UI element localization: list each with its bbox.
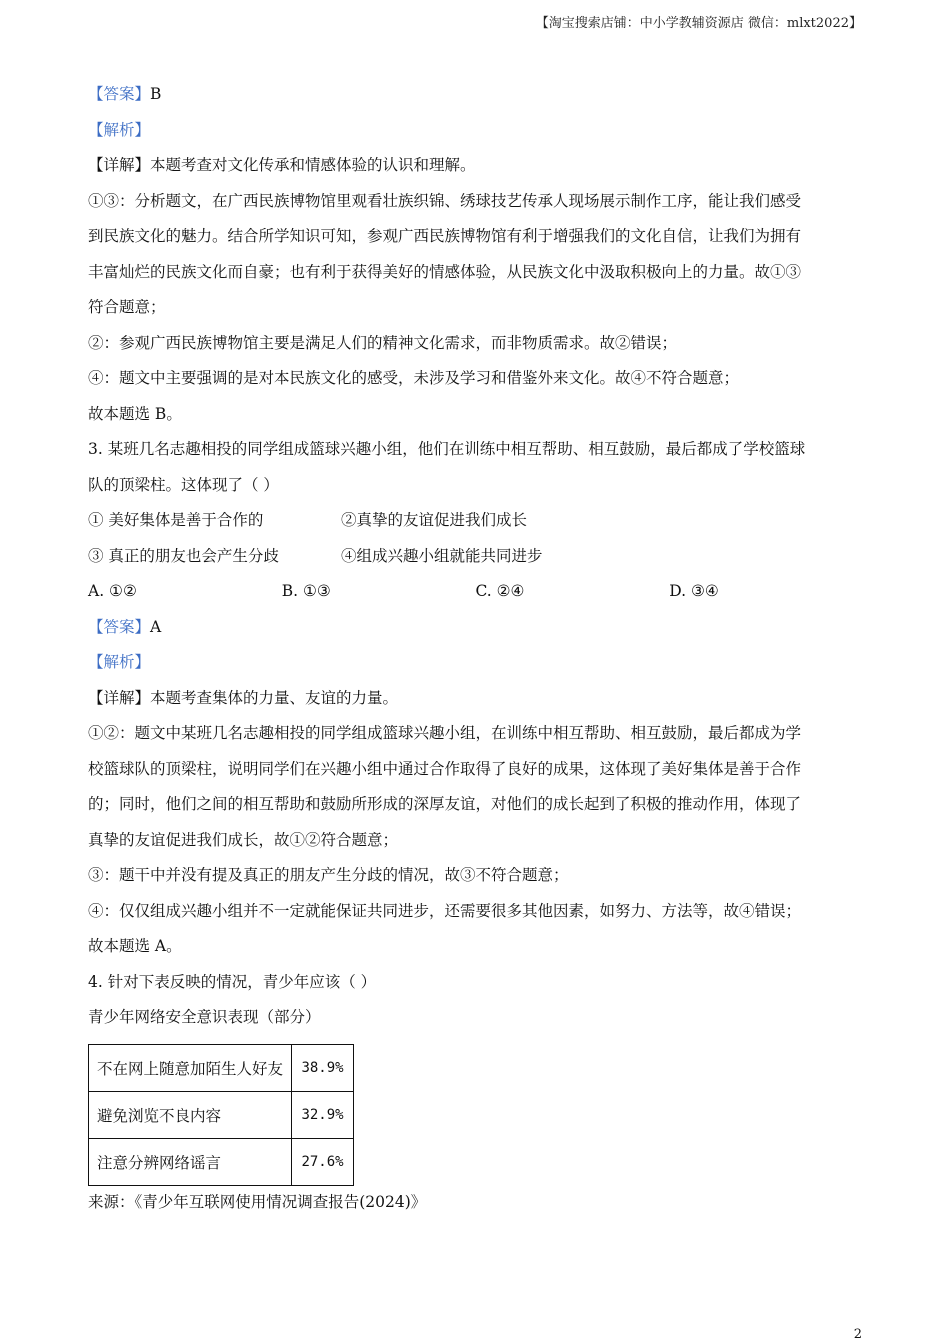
q2-analysis-line: 符合题意； (88, 298, 166, 316)
q3-analysis-line: ③：题干中并没有提及真正的朋友产生分歧的情况，故③不符合题意； (88, 866, 569, 884)
q3-option-d: D. ③④ (669, 582, 719, 600)
q3-answer-value: A (150, 617, 162, 636)
q3-statement: ① 美好集体是善于合作的 (88, 511, 264, 529)
survey-table (88, 1044, 354, 1186)
survey-table-title: 青少年网络安全意识表现（部分） (88, 1008, 321, 1026)
q3-stem: 队的顶梁柱。这体现了（ ） (88, 475, 279, 494)
q3-statement: ②真挚的友谊促进我们成长 (341, 511, 528, 529)
document-body (88, 77, 863, 1216)
q2-analysis-line: 丰富灿烂的民族文化而自豪；也有利于获得美好的情感体验，从民族文化中汲取积极向上的力量。故①③ (88, 262, 802, 281)
answer-tag: 【答案】 (88, 617, 151, 636)
q3-option-b: B. ①③ (281, 582, 331, 600)
q3-option-c: C. ②④ (475, 582, 525, 600)
page-number: 2 (853, 1327, 862, 1342)
table-row (89, 1138, 354, 1185)
q3-analysis-line: 真挚的友谊促进我们成长，故①②符合题意； (88, 830, 399, 849)
q2-analysis-line: 故本题选 B。 (88, 404, 182, 423)
table-source: 来源：《青少年互联网使用情况调查报告(2024)》 (88, 1192, 427, 1211)
q3-answer (88, 610, 863, 646)
q2-analysis-line: ①③：分析题文，在广西民族博物馆里观看壮族织锦、绣球技艺传承人现场展示制作工序，能让我们感受 (88, 191, 802, 210)
q2-analysis-line: 【详解】本题考查对文化传承和情感体验的认识和理解。 (88, 156, 476, 174)
q3-analysis-line: 的；同时，他们之间的相互帮助和鼓励所形成的深厚友谊，对他们的成长起到了积极的推动作用，体现了 (88, 795, 802, 813)
table-cell-value: 38.9% (292, 1044, 354, 1091)
page-header: 【淘宝搜索店铺：中小学教辅资源店 微信：mlxt2022】 (535, 16, 862, 31)
q3-statements-row (88, 503, 863, 539)
q3-analysis-tag: 【解析】 (88, 653, 151, 671)
q3-statements-row (88, 539, 863, 575)
q4-stem: 4. 针对下表反映的情况，青少年应该（ ） (88, 972, 377, 991)
q3-analysis-line: 故本题选 A。 (88, 937, 182, 955)
table-cell-value: 32.9% (292, 1091, 354, 1138)
table-cell-label: 避免浏览不良内容 (89, 1091, 292, 1138)
q2-answer (88, 77, 863, 113)
q3-analysis-line: ④：仅仅组成兴趣小组并不一定就能保证共同进步，还需要很多其他因素，如努力、方法等，故④错误； (88, 901, 802, 920)
q3-analysis-line: ①②：题文中某班几名志趣相投的同学组成篮球兴趣小组，在训练中相互帮助、相互鼓励，最后都成为学 (88, 724, 802, 742)
table-cell-value: 27.6% (292, 1138, 354, 1185)
q3-options (88, 574, 863, 610)
table-row (89, 1044, 354, 1091)
table-cell-label: 不在网上随意加陌生人好友 (89, 1044, 292, 1091)
q2-analysis-line: ②：参观广西民族博物馆主要是满足人们的精神文化需求，而非物质需求。故②错误； (88, 333, 678, 352)
table-cell-label: 注意分辨网络谣言 (89, 1138, 292, 1185)
q2-analysis-line: ④：题文中主要强调的是对本民族文化的感受，未涉及学习和借鉴外来文化。故④不符合题意； (88, 369, 740, 387)
q3-stem: 3. 某班几名志趣相投的同学组成篮球兴趣小组，他们在训练中相互帮助、相互鼓励，最后都成了学校篮球 (88, 440, 806, 458)
q3-analysis-line: 【详解】本题考查集体的力量、友谊的力量。 (88, 688, 399, 707)
q3-statement: ③ 真正的朋友也会产生分歧 (88, 546, 279, 565)
q3-statement: ④组成兴趣小组就能共同进步 (341, 546, 543, 565)
q3-option-a: A. ①② (88, 582, 137, 600)
q2-answer-value: B (150, 85, 162, 103)
q2-analysis-line: 到民族文化的魅力。结合所学知识可知，参观广西民族博物馆有利于增强我们的文化自信，让我们为拥有 (88, 227, 802, 245)
table-row (89, 1091, 354, 1138)
answer-tag: 【答案】 (88, 85, 151, 103)
q2-analysis-tag: 【解析】 (88, 120, 151, 139)
q3-analysis-line: 校篮球队的顶梁柱，说明同学们在兴趣小组中通过合作取得了良好的成果，这体现了美好集体是善于合作 (88, 759, 802, 778)
